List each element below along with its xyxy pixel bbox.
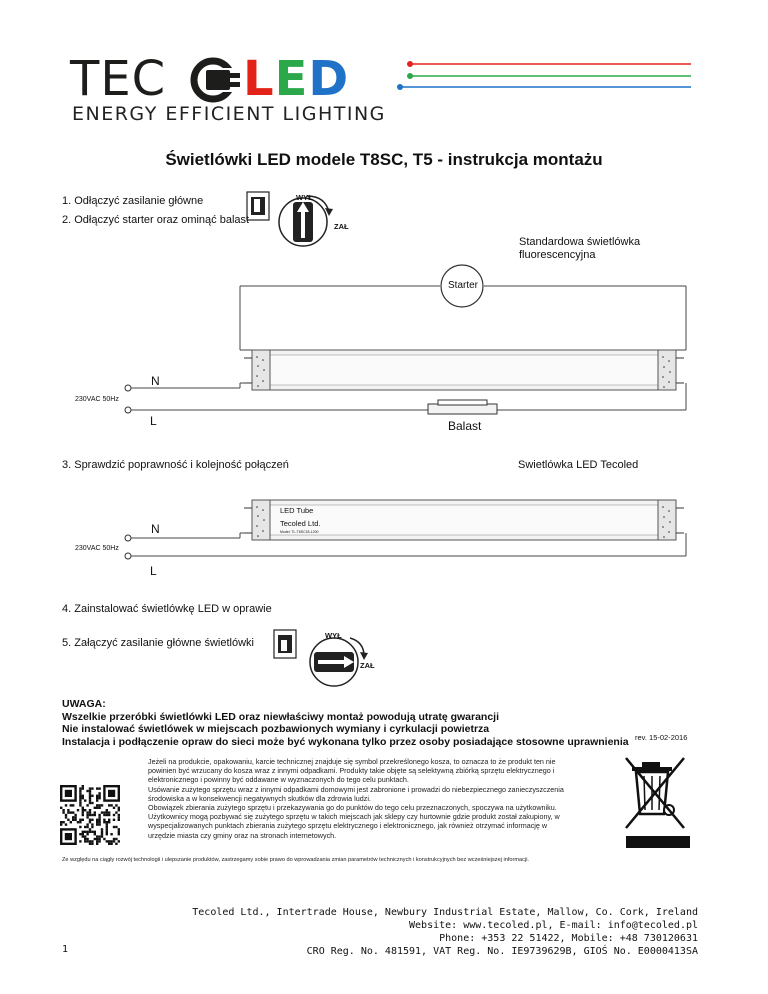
diagram2-voltage-label: 230VAC 50Hz (75, 545, 119, 552)
logo-letter-l: L (243, 51, 275, 107)
weee-info-line: elektronicznego i powinny być oddawane w wyznaczonych do tego celu punktach. (148, 775, 409, 785)
switch2-on-label: ZAŁ (360, 661, 375, 670)
page-number: 1 (62, 944, 69, 955)
step-5: 5. Załączyć zasilanie główne świetlówki (62, 637, 254, 649)
switch2-off-label: WYŁ (325, 631, 342, 640)
diagram1-n-label: N (151, 374, 160, 388)
warning-line-1: Wszelkie przeróbki świetlówki LED oraz niewłaściwy montaż powodują utratę gwarancji (62, 710, 500, 723)
diagram1-l-label: L (150, 414, 157, 428)
disclaimer: Ze względu na ciągły rozwój technologii i ulepszanie produktów, zastrzegamy sobie prawo do wprowadzania zmian parametrów technicznych i konstrukcyjnych bez wcześniejszej informacji. (62, 857, 529, 863)
page-title: Świetlówki LED modele T8SC, T5 - instrukcja montażu (165, 150, 603, 169)
weee-info-line: Usówanie zużytego sprzętu wraz z innymi odpadkami domowymi jest zabronione i prowadzi do niebezpiecznego zanieczyszczenia (148, 784, 564, 794)
weee-info-line: wyspecjalizowanych punktach zbierania zużytego sprzętu elektrycznego i elektronicznego, jak również otrzymać informację w (148, 821, 548, 831)
tube-model: Model: TL-T8SC18-1200 (280, 530, 319, 534)
footer-address: Tecoled Ltd., Intertrade House, Newbury Industrial Estate, Mallow, Co. Cork, Ireland (192, 907, 698, 918)
revision-label: rev. 15-02-2016 (635, 733, 688, 742)
weee-info-line: powinien być wrzucany do kosza wraz z innymi odpadkami. Produkty takie objęte są selektywną zbiórką sprzętu elektrycznego i (148, 766, 555, 776)
diagram2-caption: Swietlówka LED Tecoled (518, 459, 639, 471)
wiring-diagram-led (0, 490, 768, 570)
switch1-on-label: ZAŁ (334, 222, 349, 231)
warning-line-2: Nie instalować świetlówek w miejscach pozbawionych wymiany i cyrkulacji powietrza (62, 723, 490, 735)
company-footer (192, 906, 698, 958)
footer-website: Website: www.tecoled.pl, E-mail: info@tecoled.pl (409, 920, 698, 931)
wiring-diagram-fluorescent (0, 0, 768, 440)
weee-info-line: środowiska a w konsekwencji negatywnych skutków dla zdrowia ludzi. (148, 793, 371, 803)
weee-info-line: Obowiązek zbierania zużytego sprzętu i przekazywania go do punktów do tego celu przeznaczonych, spoczywa na użytkowniku. (148, 803, 557, 813)
weee-info-line: Jeżeli na produkcie, opakowaniu, karcie technicznej znajduje się symbol przekreślonego kosza, to oznacza to że produkt ten nie (148, 757, 556, 766)
weee-info-line: urzędzie miasta czy gminy oraz na stronach internetowych. (148, 830, 337, 840)
step-1: 1. Odłączyć zasilanie główne (62, 195, 204, 207)
diagram1-caption-line2: fluorescencyjna (519, 249, 596, 261)
qr-code (60, 785, 120, 845)
step-3: 3. Sprawdzić poprawność i kolejność połączeń (62, 459, 289, 471)
step-2: 2. Odłączyć starter oraz ominąć balast (62, 214, 250, 226)
step-4: 4. Zainstalować świetlówkę LED w oprawie (62, 603, 272, 615)
warning-heading: UWAGA: (62, 698, 106, 710)
tube-label: LED Tube (280, 506, 314, 515)
diagram2-n-label: N (151, 522, 160, 536)
diagram1-voltage-label: 230VAC 50Hz (75, 396, 119, 403)
warning-block (62, 698, 629, 748)
switch1-off-label: WYŁ (296, 193, 313, 202)
weee-info-text (148, 757, 618, 840)
starter-label: Starter (448, 280, 479, 291)
diagram2-l-label: L (150, 564, 157, 578)
logo-letter-e: E (274, 51, 309, 107)
logo-tagline: ENERGY EFFICIENT LIGHTING (72, 103, 386, 125)
footer-phone: Phone: +353 22 51422, Mobile: +48 730120631 (439, 933, 698, 944)
tube-brand: Tecoled Ltd. (280, 519, 321, 528)
logo-text-tec: TEC (70, 51, 167, 107)
ballast-label: Balast (448, 419, 482, 433)
diagram1-caption-line1: Standardowa świetlówka (519, 236, 641, 248)
warning-line-3: Instalacja i podłączenie opraw do sieci może być wykonana tylko przez osoby posiadające stosowne uprawnienia (62, 735, 629, 748)
logo-letter-d: D (308, 51, 350, 107)
weee-info-line: Użytkownicy mogą pozbywać się zużytego sprzętu w takich miejscach jak sklepy czy hurtownie gdzie produkt został zakupiony, w (148, 812, 560, 822)
crossed-bin-icon (622, 752, 694, 850)
footer-registration: CRO Reg. No. 481591, VAT Reg. No. IE9739629B, GIOŚ No. E0000413SA (306, 946, 698, 957)
